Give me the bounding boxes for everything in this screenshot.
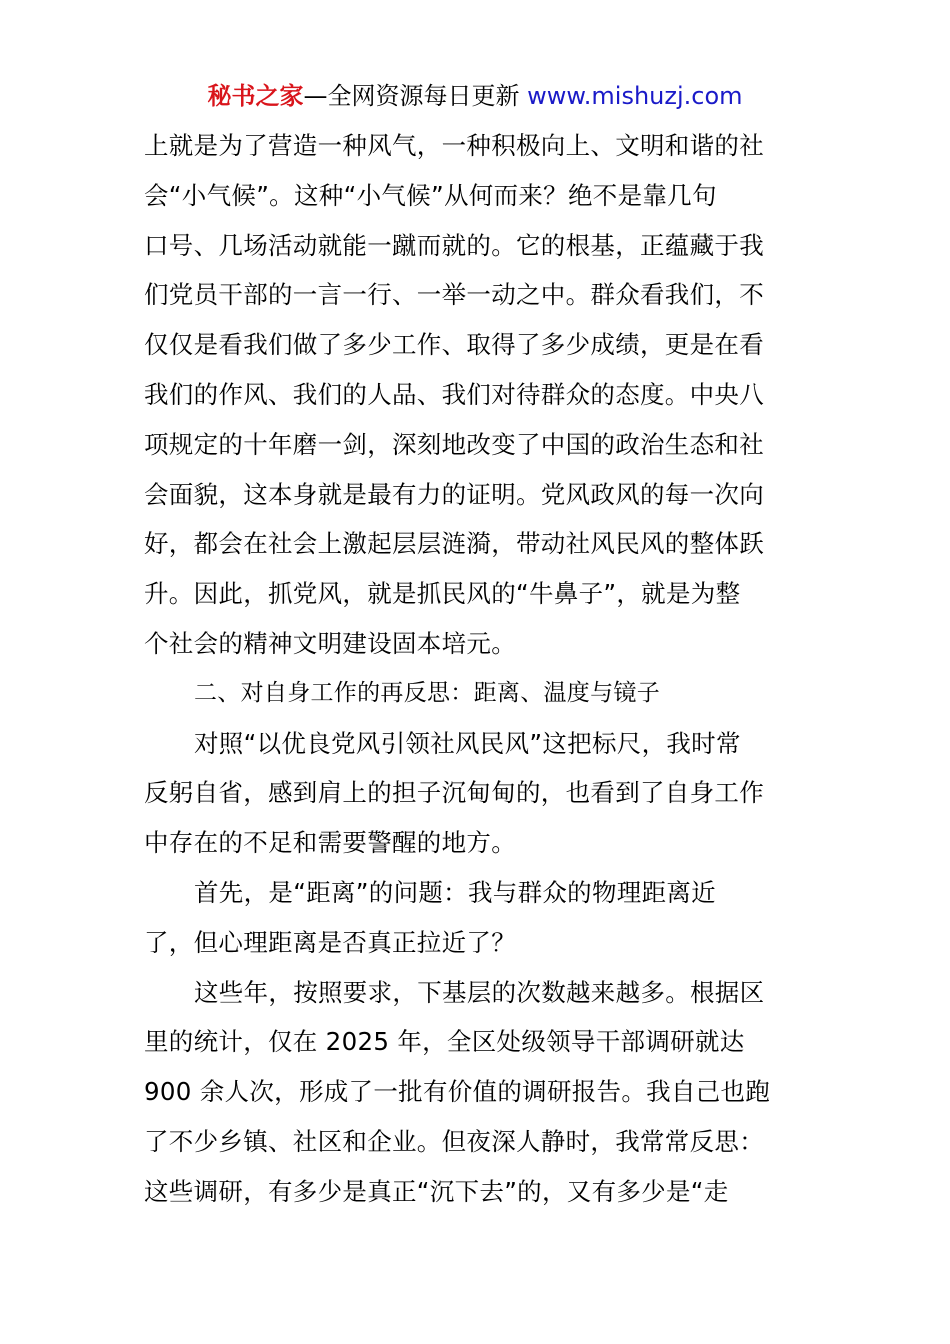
brand-name: 秘书之家	[207, 82, 304, 110]
text-line: 这些年，按照要求，下基层的次数越来越多。根据区	[194, 977, 765, 1007]
text-line: 首先，是“距离”的问题：我与群众的物理距离近	[194, 877, 716, 907]
text-line: 好，都会在社会上激起层层涟漪，带动社风民风的整体跃	[144, 529, 764, 559]
section-heading: 二、对自身工作的再反思：距离、温度与镜子	[194, 679, 660, 706]
text-line: 中存在的不足和需要警醒的地方。	[144, 828, 516, 858]
text-line: 们党员干部的一言一行、一举一动之中。群众看我们，不	[144, 280, 764, 310]
text-line: 会“小气候”。这种“小气候”从何而来？绝不是靠几句	[144, 180, 717, 210]
document-body	[144, 121, 808, 1217]
text-line: 我们的作风、我们的人品、我们对待群众的态度。中央八	[144, 379, 764, 409]
text-line: 会面貌，这本身就是最有力的证明。党风政风的每一次向	[144, 479, 764, 509]
text-line: 升。因此，抓党风，就是抓民风的“牛鼻子”，就是为整	[144, 579, 741, 609]
text-line: 口号、几场活动就能一蹴而就的。它的根基，正蕴藏于我	[144, 230, 764, 260]
text-line: 了，但心理距离是否真正拉近了？	[144, 927, 516, 957]
text-line: 里的统计，仅在 2025 年，全区处级领导干部调研就达	[144, 1027, 745, 1057]
text-line: 仅仅是看我们做了多少工作、取得了多少成绩，更是在看	[144, 330, 764, 360]
text-line: 反躬自省，感到肩上的担子沉甸甸的，也看到了自身工作	[144, 778, 764, 808]
text-line: 了不少乡镇、社区和企业。但夜深人静时，我常常反思：	[144, 1126, 764, 1156]
text-line: 项规定的十年磨一剑，深刻地改变了中国的政治生态和社	[144, 429, 764, 459]
site-header	[0, 80, 950, 112]
header-tagline: —全网资源每日更新	[303, 82, 528, 110]
text-line: 这些调研，有多少是真正“沉下去”的，又有多少是“走	[144, 1176, 729, 1206]
text-line: 上就是为了营造一种风气，一种积极向上、文明和谐的社	[144, 131, 764, 160]
text-line: 个社会的精神文明建设固本培元。	[144, 628, 516, 658]
site-url-link[interactable]: www.mishuzj.com	[527, 82, 743, 110]
text-line: 对照“以优良党风引领社风民风”这把标尺，我时常	[194, 728, 741, 758]
text-line: 900 余人次，形成了一批有价值的调研报告。我自己也跑	[144, 1077, 771, 1107]
